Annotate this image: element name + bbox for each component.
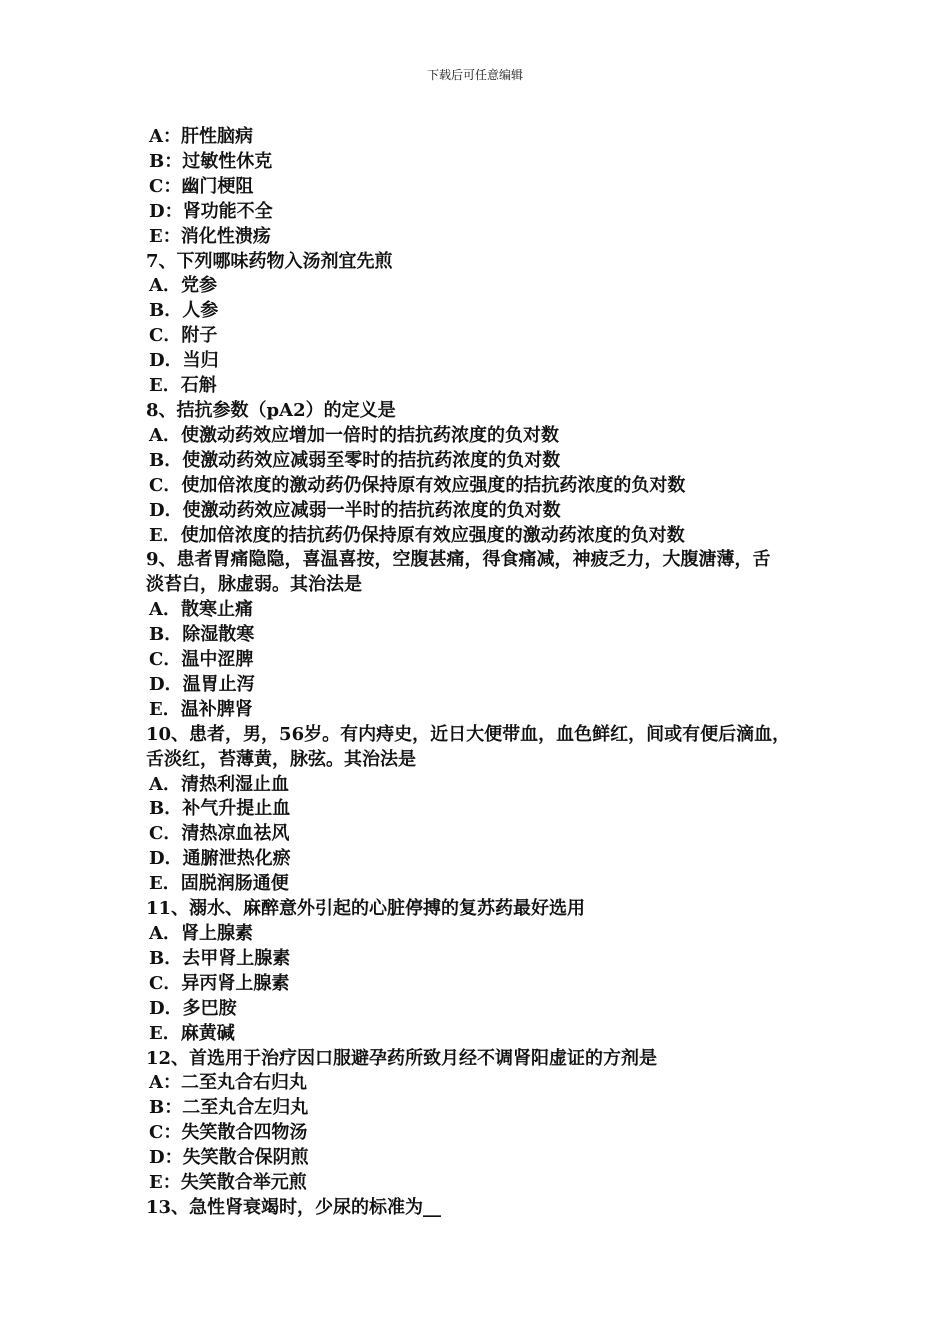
answer-option: A．党参 bbox=[149, 275, 217, 297]
answer-option: A．使激动药效应增加一倍时的拮抗药浓度的负对数 bbox=[149, 424, 559, 446]
question-text: 11、溺水、麻醉意外引起的心脏停搏的复苏药最好选用 bbox=[146, 898, 586, 920]
question-text: 10、患者，男，56岁。有内痔史，近日大便带血，血色鲜红，间或有便后滴血， bbox=[146, 723, 791, 745]
question-text: 12、首选用于治疗因口服避孕药所致月经不调肾阳虚证的方剂是 bbox=[146, 1047, 658, 1069]
answer-option: D．使激动药效应减弱一半时的拮抗药浓度的负对数 bbox=[149, 499, 561, 521]
answer-option: C．温中涩脾 bbox=[149, 649, 254, 671]
answer-option: E．温补脾肾 bbox=[149, 698, 253, 720]
question-text: 舌淡红，苔薄黄，脉弦。其治法是 bbox=[146, 748, 416, 770]
answer-option: E：失笑散合举元煎 bbox=[149, 1172, 307, 1194]
answer-option: A：肝性脑病 bbox=[149, 126, 253, 147]
question-text: 8、拮抗参数（pA2）的定义是 bbox=[146, 399, 396, 421]
answer-option: B．使激动药效应减弱至零时的拮抗药浓度的负对数 bbox=[149, 449, 561, 471]
answer-option: A．散寒止痛 bbox=[149, 599, 253, 621]
answer-option: D．多巴胺 bbox=[149, 997, 237, 1019]
page-header: 下载后可任意编辑 bbox=[426, 68, 523, 82]
answer-option: D．温胃止泻 bbox=[149, 673, 255, 695]
answer-option: D：肾功能不全 bbox=[149, 200, 273, 222]
answer-option: B．人参 bbox=[149, 300, 219, 322]
question-text: 13、急性肾衰竭时，少尿的标准为__ bbox=[146, 1196, 442, 1218]
answer-option: C．使加倍浓度的激动药仍保持原有效应强度的拮抗药浓度的负对数 bbox=[149, 474, 686, 496]
answer-option: B：二至丸合左归丸 bbox=[149, 1097, 309, 1119]
answer-option: B：过敏性休克 bbox=[149, 150, 273, 172]
answer-option: D：失笑散合保阴煎 bbox=[149, 1147, 309, 1169]
answer-option: C：失笑散合四物汤 bbox=[149, 1122, 308, 1144]
answer-option: E．石斛 bbox=[149, 375, 217, 397]
answer-option: E：消化性溃疡 bbox=[149, 225, 271, 247]
document-body bbox=[146, 125, 836, 1221]
answer-option: B．除湿散寒 bbox=[149, 624, 255, 646]
answer-option: C．附子 bbox=[149, 325, 218, 347]
answer-option: D．通腑泄热化瘀 bbox=[149, 848, 291, 870]
answer-option: E．固脱润肠通便 bbox=[149, 873, 289, 895]
answer-option: B．去甲肾上腺素 bbox=[149, 947, 291, 969]
answer-option: C．清热凉血祛风 bbox=[149, 823, 290, 845]
answer-option: A．肾上腺素 bbox=[149, 923, 253, 944]
answer-option: C：幽门梗阻 bbox=[149, 175, 254, 197]
answer-option: A．清热利湿止血 bbox=[149, 773, 289, 795]
answer-option: B．补气升提止血 bbox=[149, 798, 291, 820]
answer-option: A：二至丸合右归丸 bbox=[149, 1072, 307, 1094]
question-text: 9、患者胃痛隐隐，喜温喜按，空腹甚痛，得食痛减，神疲乏力，大腹溏薄，舌 bbox=[146, 549, 771, 571]
answer-option: E．使加倍浓度的拮抗药仍保持原有效应强度的激动药浓度的负对数 bbox=[149, 524, 685, 546]
answer-option: E．麻黄碱 bbox=[149, 1022, 235, 1044]
answer-option: D．当归 bbox=[149, 350, 219, 372]
answer-option: C．异丙肾上腺素 bbox=[149, 972, 290, 994]
question-text: 7、下列哪味药物入汤剂宜先煎 bbox=[146, 250, 393, 272]
question-text: 淡苔白，脉虚弱。其治法是 bbox=[146, 574, 362, 596]
